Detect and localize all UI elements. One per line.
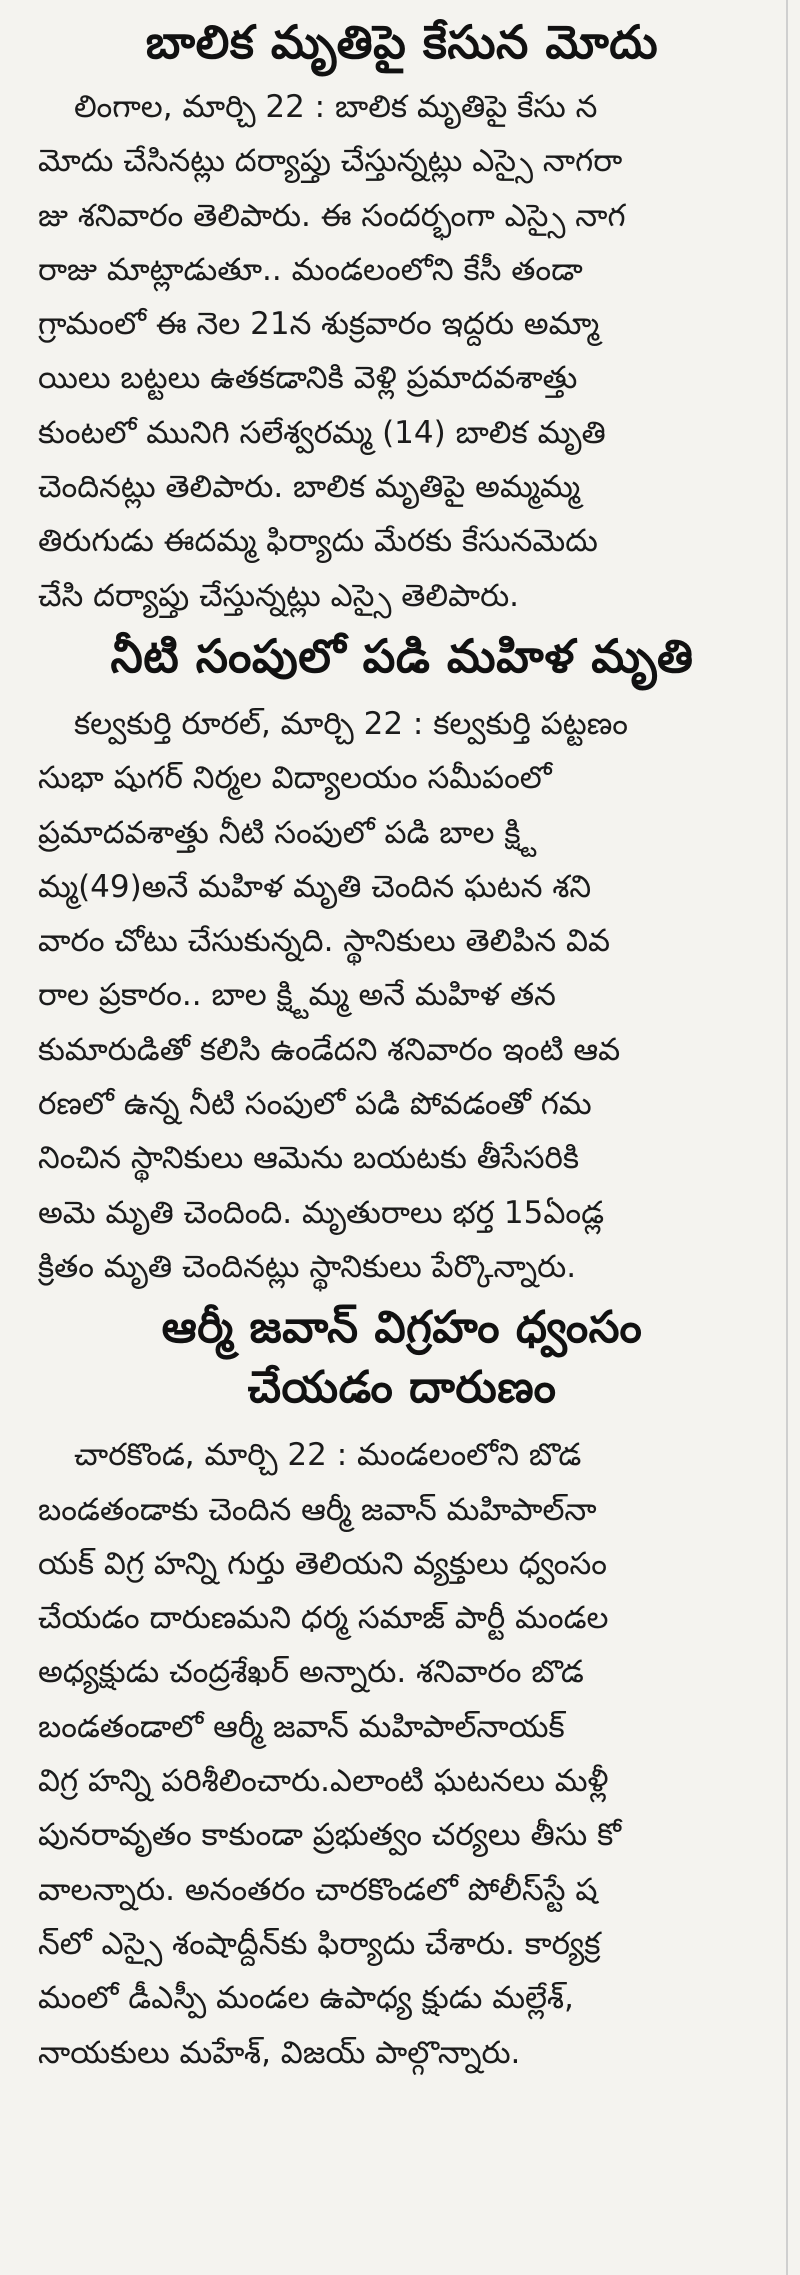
article-woman-drowned-sump: [38, 625, 766, 1294]
article-1-line: చెందినట్లు తెలిపారు. బాలిక మృతిపై అమ్మమ్మ: [38, 469, 581, 506]
article-2-line: సుభా షుగర్ నిర్మల విద్యాలయం సమీపంలో: [38, 760, 552, 797]
article-3-line: వాలన్నారు. అనంతరం చారకొండలో పోలీస్‌స్టే ష: [38, 1871, 598, 1908]
article-3-line: యక్ విగ్ర హన్ని గుర్తు తెలియని వ్యక్తులు ధ్వంసం: [38, 1545, 607, 1582]
article-3-line: అధ్యక్షుడు చంద్రశేఖర్ అన్నారు. శనివారం బొడ: [38, 1654, 584, 1691]
article-girl-death-case: [38, 10, 766, 623]
article-1-line: రాజు మాట్లాడుతూ.. మండలంలోని కేసీ తండా: [38, 251, 583, 288]
article-1-line: జు శనివారం తెలిపారు. ఈ సందర్భంగా ఎస్సై నాగ: [38, 197, 626, 234]
article-3-line: చేయడం దారుణమని ధర్మ సమాజ్ పార్టీ మండల: [38, 1600, 609, 1637]
article-2-line: నించిన స్థానికులు ఆమెను బయటకు తీసేసరికి: [38, 1140, 580, 1177]
article-2-line: ప్రమాదవశాత్తు నీటి సంపులో పడి బాల క్ష్టి: [38, 814, 537, 851]
article-3-line: బండతండాకు చెందిన ఆర్మీ జవాన్ మహిపాల్‌నా: [38, 1491, 597, 1528]
article-2-line: వారం చోటు చేసుకున్నది. స్థానికులు తెలిపిన వివ: [38, 923, 611, 960]
article-2-headline: నీటి సంపులో పడి మహిళ మృతి: [110, 628, 694, 683]
article-1-line: మోదు చేసినట్లు దర్యాప్తు చేస్తున్నట్లు ఎస్సై నాగరా: [38, 143, 623, 180]
article-3-line: న్‌లో ఎస్సై శంషాద్దీన్‌కు ఫిర్యాదు చేశారు. కార్యక్ర: [38, 1925, 601, 1962]
article-3-line: విగ్ర హన్ని పరిశీలించారు.ఎలాంటి ఘటనలు మళ్లీ: [38, 1763, 609, 1800]
article-1-line: లింగాల, మార్చి 22 : బాలిక మృతిపై కేసు న: [74, 89, 598, 125]
article-2-line: అమె మృతి చెందింది. మృతురాలు భర్త 15ఏండ్ల: [38, 1194, 605, 1231]
article-2-line: రణలో ఉన్న నీటి సంపులో పడి పోవడంతో గమ: [38, 1086, 592, 1123]
article-2-line: క్రితం మృతి చెందినట్లు స్థానికులు పేర్కొన్నారు.: [38, 1248, 577, 1285]
article-2-line: కుమారుడితో కలిసి ఉండేదని శనివారం ఇంటి ఆవ: [38, 1031, 621, 1068]
article-3-body: [38, 1428, 766, 2080]
article-3-line: బండతండాలో ఆర్మీ జవాన్ మహిపాల్‌నాయక్: [38, 1708, 565, 1745]
page-edge-divider: [786, 0, 788, 2275]
article-3-line: పునరావృతం కాకుండా ప్రభుత్వం చర్యలు తీసు కో: [38, 1817, 621, 1854]
article-2-body: [38, 697, 766, 1294]
article-1-line: తిరుగుడు ఈదమ్మ ఫిర్యాదు మేరకు కేసునమెదు: [38, 523, 598, 560]
article-1-line: కుంటలో మునిగి సలేశ్వరమ్మ (14) బాలిక మృతి: [38, 414, 606, 451]
article-army-jawan-statue: [38, 1298, 766, 2080]
article-2-line: రాల ప్రకారం.. బాల క్ష్టిమ్మ అనే మహిళ తన: [38, 977, 556, 1014]
article-1-body: [38, 80, 766, 623]
article-1-line: గ్రామంలో ఈ నెల 21న శుక్రవారం ఇద్దరు అమ్మా: [38, 306, 600, 343]
article-1-line: యిలు బట్టలు ఉతకడానికి వెళ్లి ప్రమాదవశాత్తు: [38, 360, 578, 397]
article-3-line: నాయకులు మహేశ్, విజయ్ పాల్గొన్నారు.: [38, 2034, 521, 2071]
article-3-line: మంలో డీఎస్పీ మండల ఉపాధ్య క్షుడు మల్లేశ్,: [38, 1980, 574, 2017]
article-2-line: కల్వకుర్తి రూరల్, మార్చి 22 : కల్వకుర్తి పట్టణం: [74, 705, 629, 742]
article-3-line: చారకొండ, మార్చి 22 : మండలంలోని బొడ: [74, 1437, 582, 1474]
article-1-headline: బాలిక మృతిపై కేసున మోదు: [145, 15, 659, 69]
article-2-line: మ్మ(49)అనే మహిళ మృతి చెందిన ఘటన శని: [38, 868, 592, 905]
article-3-headline-line-1: ఆర్మీ జవాన్ విగ్రహం ధ్వంసం: [161, 1302, 643, 1354]
article-3-headline-line-2: చేయడం దారుణం: [247, 1362, 557, 1414]
article-1-line: చేసి దర్యాప్తు చేస్తున్నట్లు ఎస్సై తెలిపారు.: [38, 577, 520, 614]
